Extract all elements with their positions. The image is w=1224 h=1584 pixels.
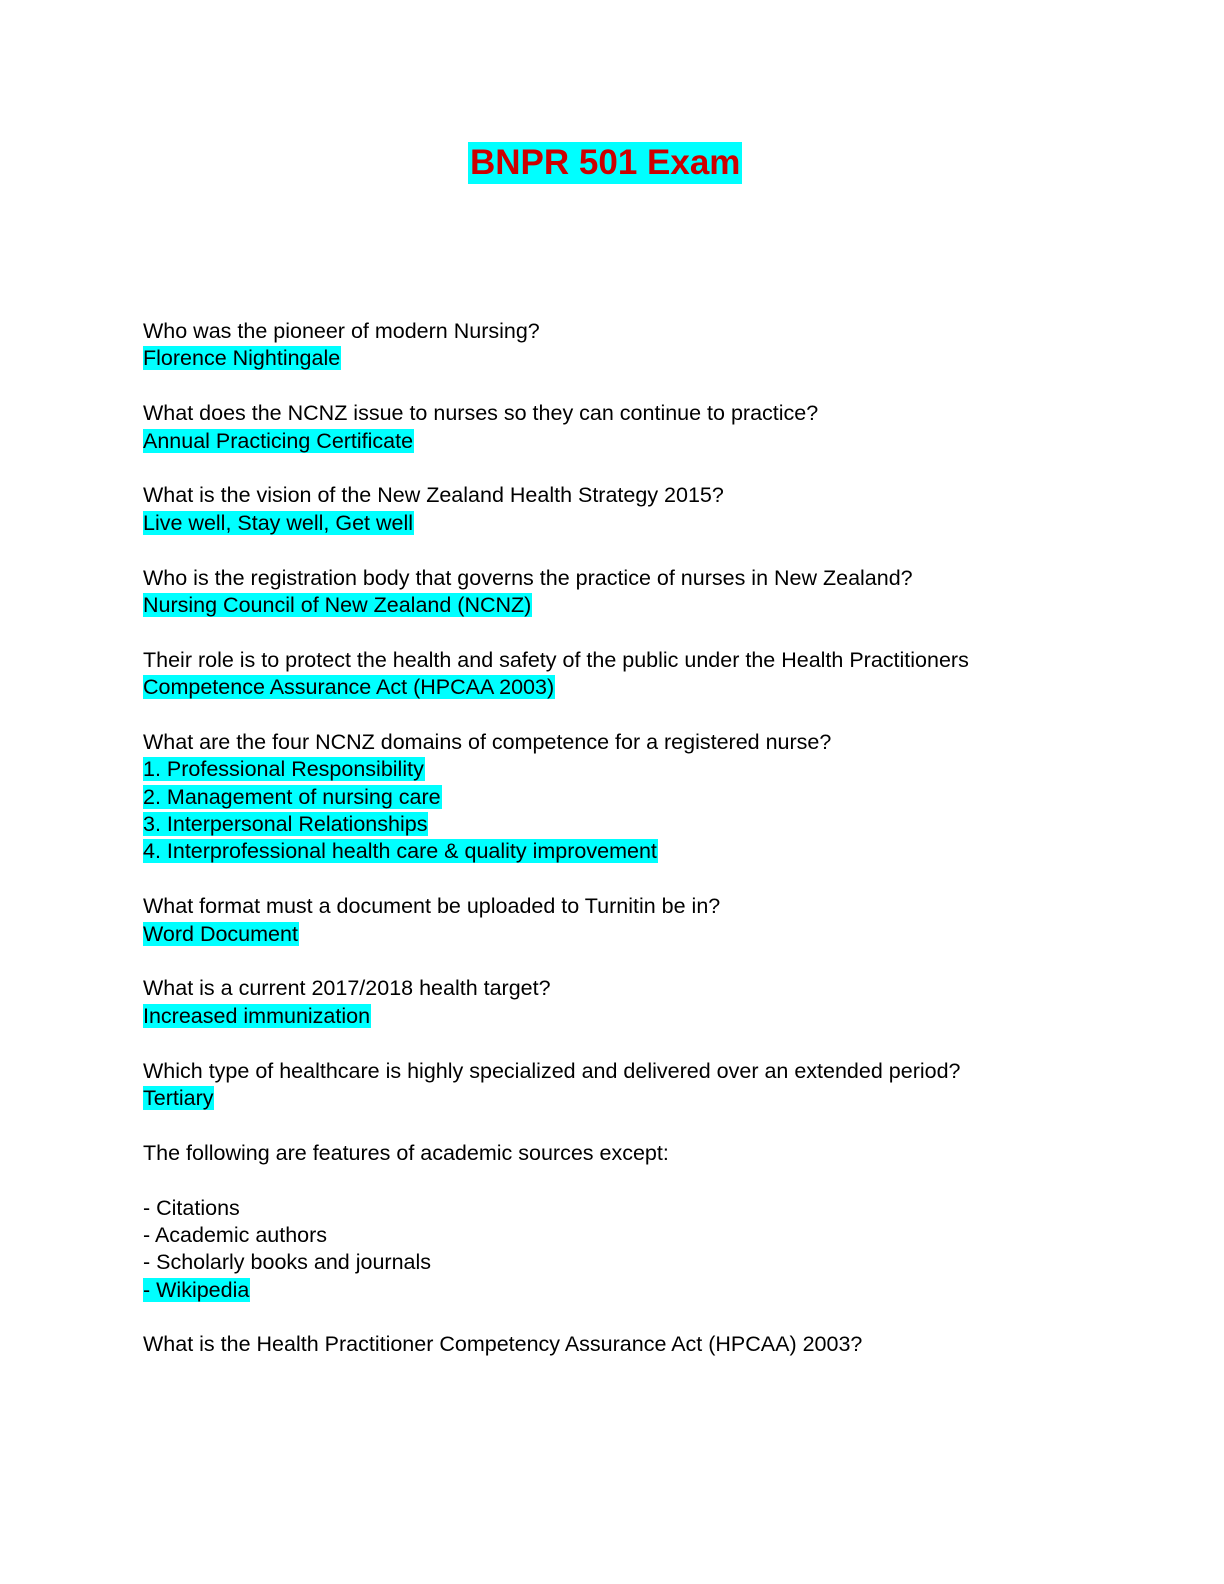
question-text: Which type of healthcare is highly specialized and delivered over an extended period? (143, 1058, 961, 1083)
question-text: Who was the pioneer of modern Nursing? (143, 319, 540, 343)
question-text: What does the NCNZ issue to nurses so they can continue to practice? (143, 401, 819, 426)
question-text: Their role is to protect the health and safety of the public under the Health Practitioners (143, 647, 969, 672)
answer-text: Florence Nightingale (143, 346, 341, 371)
question-text: What is a current 2017/2018 health target? (143, 976, 551, 1001)
answer-text: 2. Management of nursing care (143, 784, 441, 809)
answer-text: 4. Interprofessional health care & quality improvement (143, 839, 657, 864)
answer-text: Live well, Stay well, Get well (143, 510, 414, 535)
option-text: - Academic authors (143, 1222, 328, 1247)
answer-text: Increased immunization (143, 1003, 371, 1028)
answer-text: 1. Professional Responsibility (143, 757, 424, 782)
answer-text: Competence Assurance Act (HPCAA 2003) (143, 675, 555, 700)
question-text: What format must a document be uploaded to Turnitin be in? (143, 894, 721, 919)
question-text: What is the vision of the New Zealand Health Strategy 2015? (143, 483, 724, 508)
answer-text: 3. Interpersonal Relationships (143, 812, 428, 837)
page-title: BNPR 501 Exam (470, 143, 741, 182)
question-text: The following are features of academic sources except: (143, 1140, 669, 1165)
answer-text: Word Document (143, 921, 298, 946)
option-text: - Scholarly books and journals (143, 1250, 432, 1275)
answer-text: Tertiary (143, 1085, 214, 1110)
option-text: - Citations (143, 1195, 240, 1220)
question-text: What are the four NCNZ domains of competence for a registered nurse? (143, 729, 832, 754)
document-body (143, 318, 1143, 1359)
answer-text: Annual Practicing Certificate (143, 428, 414, 453)
question-text: What is the Health Practitioner Competency Assurance Act (HPCAA) 2003? (143, 1332, 863, 1357)
question-text: Who is the registration body that governs the practice of nurses in New Zealand? (143, 565, 913, 590)
answer-text: Nursing Council of New Zealand (NCNZ) (143, 592, 532, 617)
answer-text: - Wikipedia (143, 1277, 250, 1302)
